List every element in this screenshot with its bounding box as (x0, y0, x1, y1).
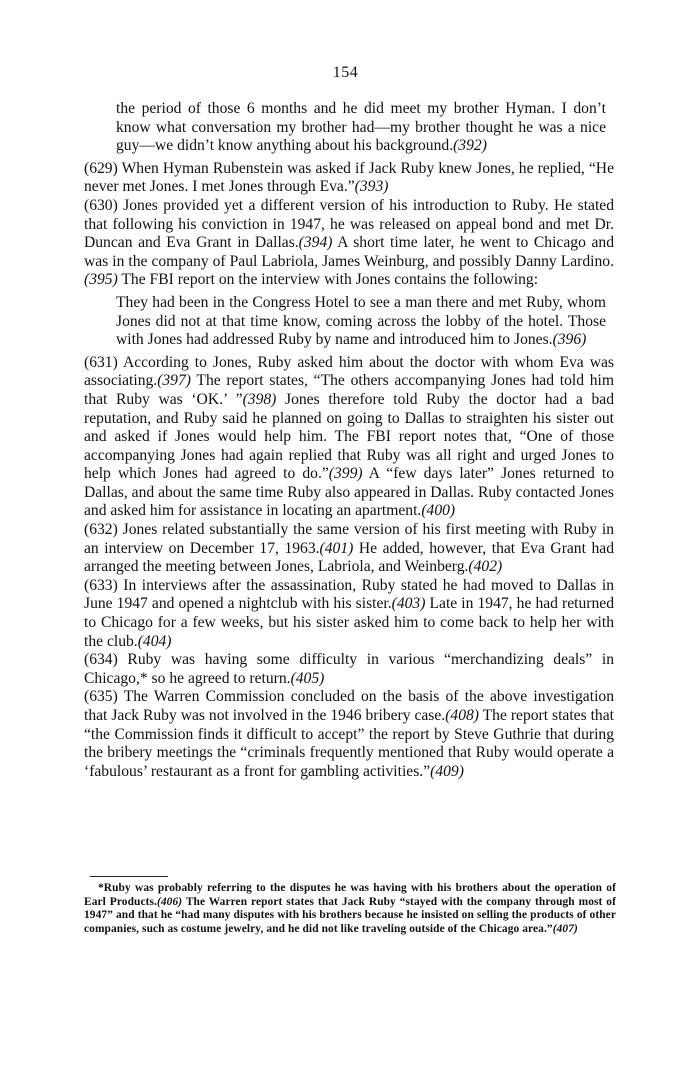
paragraph-text: Jones therefore told Ruby the doctor had a bad reputation, and Ruby said he planned on going to Dallas to straighten his sister out and asked if Jones would help him. The FBI report notes that, “One of those accompanying Jones had again replied that Ruby was all right and urged Jones to help which Jones had agreed to do.” (84, 390, 614, 483)
footnote-reference: (396) (552, 331, 587, 349)
footnote (84, 882, 616, 937)
paragraph-text: A short time later, he went to Chicago and was in the company of Paul Labriola, James Weinburg, and possibly Danny Lardino. (84, 234, 614, 270)
footnote-reference: (395) (84, 271, 118, 289)
footnote-paragraph (84, 882, 616, 937)
paragraph-635 (84, 688, 614, 781)
paragraph-text: (634) Ruby was having some difficulty in various “merchandizing deals” in Chicago,* so he agreed to return. (84, 651, 614, 687)
paragraph-text: Late in 1947, he had returned to Chicago for a few weeks, but his sister asked him to come back to help her with the club. (84, 595, 614, 650)
footnote-reference: (397) (157, 372, 191, 390)
paragraph-text: (635) The Warren Commission concluded on the basis of the above investigation that Jack Ruby was not involved in the 1946 bribery case. (84, 688, 614, 724)
footnote-reference: (407) (552, 923, 578, 936)
footnote-reference: (402) (468, 558, 503, 576)
paragraph-633 (84, 577, 614, 651)
footnote-reference: (409) (430, 762, 464, 780)
paragraph-632 (84, 521, 614, 577)
paragraph-text: The report states that “the Commission finds it difficult to accept” the report by Steve Guthrie that during the bribery meetings the “criminals frequently mentioned that Ruby would operate a ‘fabulous’ restaurant as a front for gambling activities.” (84, 707, 614, 780)
footnote-text: The Warren report states that Jack Ruby “stayed with the company through most of 1947” and that he “had many disputes with his brothers because he insisted on selling the products of other companies, such as costume jewelry, and he did not like traveling outside of the Chicago area.” (84, 895, 616, 936)
footnote-reference: (403) (391, 595, 426, 613)
body-text (84, 100, 614, 781)
paragraph-634 (84, 651, 614, 688)
paragraph-630 (84, 197, 614, 290)
quote-text: the period of those 6 months and he did meet my brother Hyman. I don’t know what conversation my brother had—my brother thought he was a nice guy—we didn’t know anything about his background. (116, 100, 606, 155)
block-quote (116, 294, 614, 350)
footnote-reference: (406) (156, 895, 183, 908)
paragraph-text: He added, however, that Eva Grant had arranged the meeting between Jones, Labriola, and Weinberg. (84, 539, 614, 576)
paragraph-text: The FBI report on the interview with Jones contains the following: (117, 271, 539, 289)
paragraph-text: A “few days later” Jones returned to Dallas, and about the same time Ruby also appeared in Dallas. Ruby contacted Jones and asked him for assistance in locating an apartment. (84, 465, 614, 520)
paragraph-text: (632) Jones related substantially the same version of his first meeting with Ruby in an interview on December 17, 1963. (84, 521, 614, 557)
paragraph-text: (633) In interviews after the assassination, Ruby stated he had moved to Dallas in June 1947 and opened a nightclub with his sister. (84, 576, 614, 613)
paragraph-text: (629) When Hyman Rubenstein was asked if Jack Ruby knew Jones, he replied, “He never met Jones. I met Jones through Eva.” (84, 159, 614, 196)
paragraph-629 (84, 160, 614, 197)
paragraph-631 (84, 354, 614, 521)
footnote-reference: (393) (354, 178, 389, 196)
paragraph-text: (631) According to Jones, Ruby asked him about the doctor with whom Eva was associating. (84, 353, 614, 390)
footnote-reference: (394) (298, 234, 333, 252)
footnote-reference: (392) (453, 137, 487, 155)
page-number: 154 (332, 64, 359, 81)
footnote-divider (90, 876, 168, 877)
footnote-reference: (408) (445, 707, 479, 724)
footnote-reference: (400) (421, 502, 456, 520)
footnote-reference: (405) (290, 669, 325, 687)
footnote-reference: (404) (137, 632, 172, 650)
footnote-text: *Ruby was probably referring to the disputes he was having with his brothers about the operation of Earl Products. (84, 882, 616, 908)
footnote-reference: (401) (319, 539, 354, 557)
paragraph-text: (630) Jones provided yet a different version of his introduction to Ruby. He stated that following his conviction in 1947, he was released on appeal bond and met Dr. Duncan and Eva Grant in Dallas. (84, 196, 614, 252)
footnote-reference: (399) (328, 465, 363, 483)
block-quote (116, 100, 614, 156)
quote-text: They had been in the Congress Hotel to see a man there and met Ruby, whom Jones did not at that time know, coming across the lobby of the hotel. Those with Jones had addressed Ruby by name and introduced him to Jones. (116, 293, 606, 349)
paragraph-text: The report states, “The others accompanying Jones had told him that Ruby was ‘OK.’ ” (84, 372, 614, 408)
footnote-reference: (398) (242, 390, 277, 408)
